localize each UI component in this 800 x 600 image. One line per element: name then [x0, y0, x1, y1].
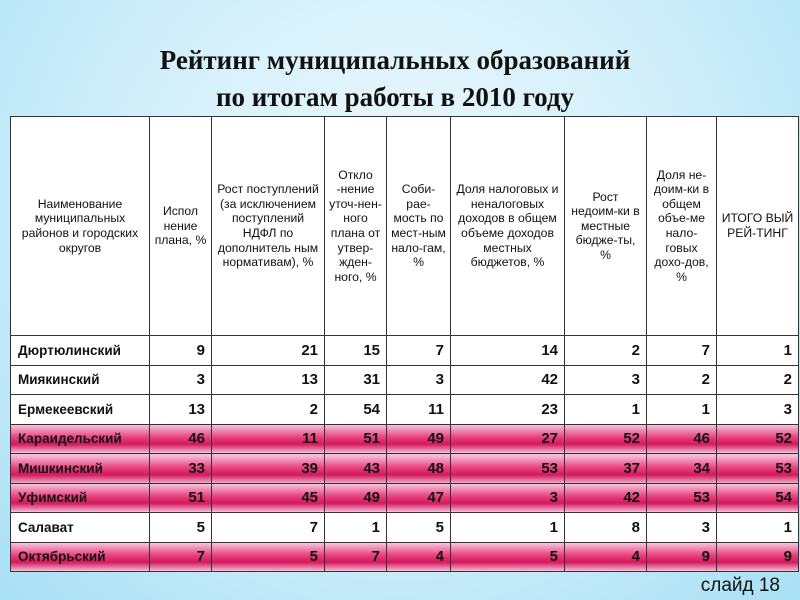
municipality-name-cell: Октябрьский	[11, 542, 150, 572]
rating-value-cell: 9	[150, 336, 212, 366]
municipality-name-cell: Уфимский	[11, 483, 150, 513]
column-header-tax-collection: Соби-рае-мость по мест-ным нало-гам, %	[387, 117, 451, 336]
total-rating-cell: 3	[717, 395, 799, 425]
rating-value-cell: 27	[451, 424, 565, 454]
rating-value-cell: 1	[647, 395, 717, 425]
rating-value-cell: 11	[387, 395, 451, 425]
rating-value-cell: 1	[565, 395, 647, 425]
rating-value-cell: 49	[387, 424, 451, 454]
rating-value-cell: 43	[325, 454, 387, 484]
rating-value-cell: 48	[387, 454, 451, 484]
column-header-total-rating: ИТОГО ВЫЙ РЕЙ-ТИНГ	[717, 117, 799, 336]
rating-value-cell: 5	[212, 542, 325, 572]
rating-value-cell: 42	[451, 365, 565, 395]
column-header-tax-share: Доля налоговых и неналоговых доходов в общем объеме доходов местных бюджетов, %	[451, 117, 565, 336]
rating-value-cell: 45	[212, 483, 325, 513]
table-row	[11, 424, 799, 454]
rating-value-cell: 52	[565, 424, 647, 454]
rating-value-cell: 1	[325, 513, 387, 543]
total-rating-cell: 54	[717, 483, 799, 513]
total-rating-cell: 1	[717, 513, 799, 543]
rating-value-cell: 23	[451, 395, 565, 425]
rating-value-cell: 5	[387, 513, 451, 543]
table-row	[11, 454, 799, 484]
rating-value-cell: 7	[647, 336, 717, 366]
rating-value-cell: 8	[565, 513, 647, 543]
column-header-arrears-growth: Рост недоим-ки в местные бюдже-ты, %	[565, 117, 647, 336]
rating-value-cell: 7	[387, 336, 451, 366]
rating-value-cell: 21	[212, 336, 325, 366]
rating-value-cell: 33	[150, 454, 212, 484]
rating-value-cell: 13	[212, 365, 325, 395]
rating-value-cell: 31	[325, 365, 387, 395]
rating-value-cell: 3	[387, 365, 451, 395]
rating-value-cell: 2	[212, 395, 325, 425]
municipality-name-cell: Дюртюлинский	[11, 336, 150, 366]
rating-value-cell: 7	[212, 513, 325, 543]
rating-value-cell: 4	[387, 542, 451, 572]
rating-value-cell: 4	[565, 542, 647, 572]
table-row	[11, 513, 799, 543]
rating-value-cell: 11	[212, 424, 325, 454]
rating-value-cell: 46	[647, 424, 717, 454]
rating-value-cell: 13	[150, 395, 212, 425]
rating-value-cell: 7	[325, 542, 387, 572]
slide-title	[0, 42, 790, 116]
rating-value-cell: 3	[565, 365, 647, 395]
column-header-name: Наименование муниципальных районов и городских округов	[11, 117, 150, 336]
rating-value-cell: 3	[150, 365, 212, 395]
slide-title-line-2: по итогам работы в 2010 году	[215, 82, 575, 112]
municipality-name-cell: Ермекеевский	[11, 395, 150, 425]
table-row	[11, 336, 799, 366]
municipality-name-cell: Мишкинский	[11, 454, 150, 484]
total-rating-cell: 52	[717, 424, 799, 454]
column-header-arrears-share: Доля не-доим-ки в общем объе-ме нало-говых дохо-дов, %	[647, 117, 717, 336]
rating-value-cell: 47	[387, 483, 451, 513]
rating-value-cell: 5	[451, 542, 565, 572]
rating-value-cell: 34	[647, 454, 717, 484]
rating-value-cell: 37	[565, 454, 647, 484]
rating-value-cell: 3	[647, 513, 717, 543]
total-rating-cell: 1	[717, 336, 799, 366]
rating-value-cell: 46	[150, 424, 212, 454]
column-header-plan-execution: Испол нение плана, %	[150, 117, 212, 336]
total-rating-cell: 2	[717, 365, 799, 395]
rating-value-cell: 51	[150, 483, 212, 513]
municipality-name-cell: Караидельский	[11, 424, 150, 454]
rating-value-cell: 53	[647, 483, 717, 513]
rating-value-cell: 1	[451, 513, 565, 543]
rating-value-cell: 7	[150, 542, 212, 572]
municipality-name-cell: Салават	[11, 513, 150, 543]
rating-value-cell: 49	[325, 483, 387, 513]
total-rating-cell: 9	[717, 542, 799, 572]
rating-value-cell: 54	[325, 395, 387, 425]
rating-value-cell: 2	[647, 365, 717, 395]
municipality-name-cell: Миякинский	[11, 365, 150, 395]
column-header-plan-deviation: Откло -нение уточ-нен-ного плана от утвер-жден-ного, %	[325, 117, 387, 336]
table-row	[11, 483, 799, 513]
rating-value-cell: 42	[565, 483, 647, 513]
table-row	[11, 395, 799, 425]
rating-value-cell: 15	[325, 336, 387, 366]
column-header-revenue-growth: Рост поступлений (за исключением поступлений НДФЛ по дополнитель ным нормативам), %	[212, 117, 325, 336]
slide-number: слайд 18	[700, 575, 780, 596]
rating-value-cell: 9	[647, 542, 717, 572]
rating-value-cell: 51	[325, 424, 387, 454]
rating-value-cell: 53	[451, 454, 565, 484]
rating-value-cell: 5	[150, 513, 212, 543]
rating-table	[10, 116, 799, 572]
rating-value-cell: 14	[451, 336, 565, 366]
table-row	[11, 542, 799, 572]
rating-value-cell: 39	[212, 454, 325, 484]
rating-value-cell: 3	[451, 483, 565, 513]
rating-value-cell: 2	[565, 336, 647, 366]
total-rating-cell: 53	[717, 454, 799, 484]
table-row	[11, 365, 799, 395]
slide-title-line-1: Рейтинг муниципальных образований	[159, 45, 631, 75]
table-header-row	[11, 117, 799, 336]
